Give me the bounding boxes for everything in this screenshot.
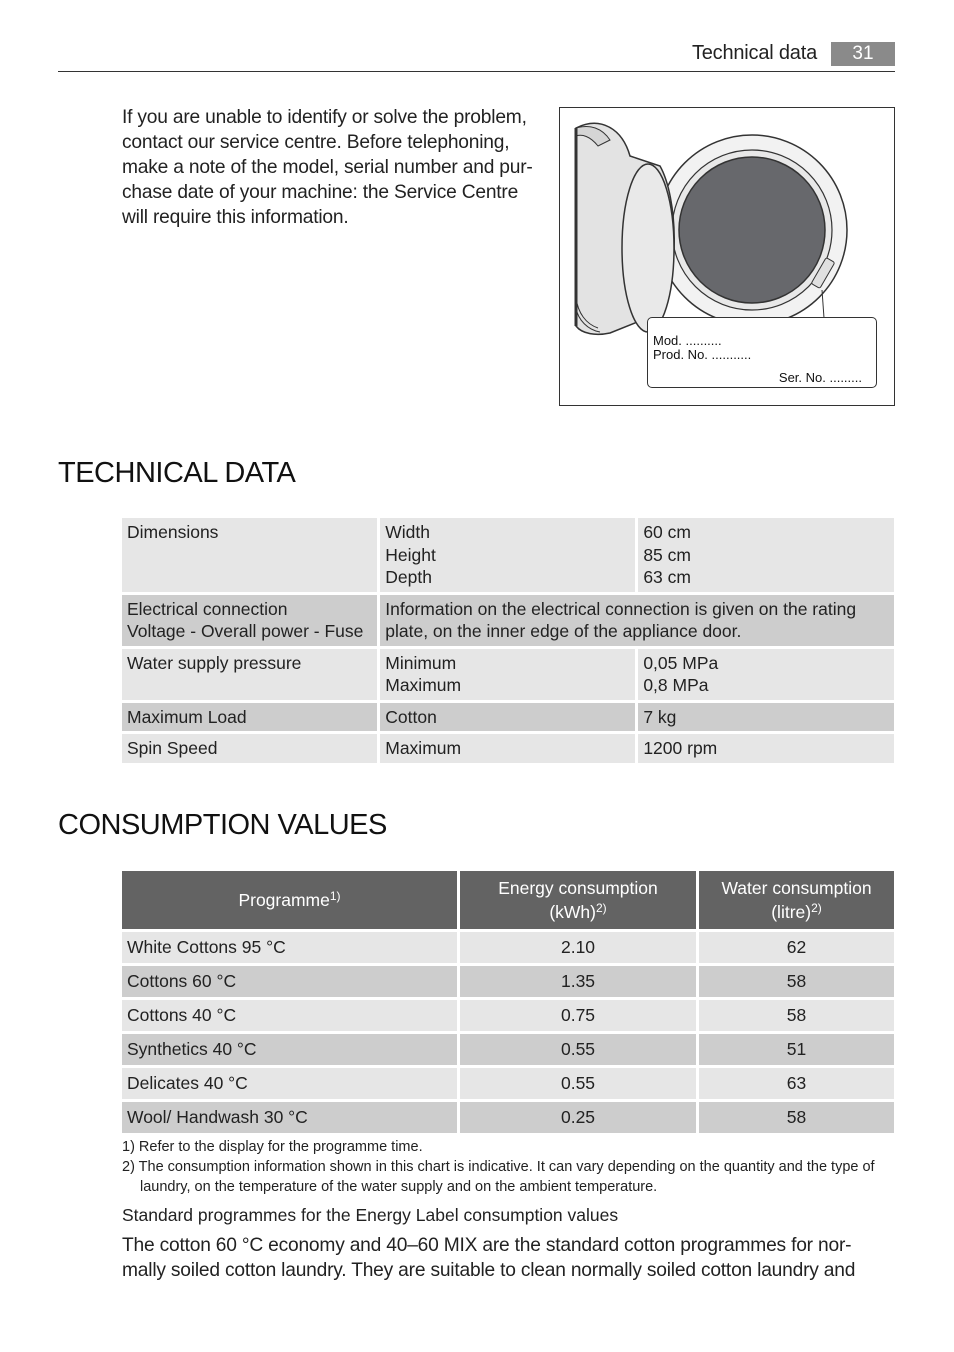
- value-maximum: 0,8 MPa: [643, 675, 709, 695]
- value-minimum: 0,05 MPa: [643, 652, 719, 673]
- programme-cell: Cottons 60 °C: [122, 966, 457, 997]
- programme-cell: Delicates 40 °C: [122, 1068, 457, 1099]
- key-width: Width: [385, 522, 430, 542]
- value-width: 60 cm: [643, 522, 691, 542]
- row-label: Maximum Load: [122, 703, 377, 732]
- key-height: Height: [385, 544, 436, 565]
- info-line: Information on the electrical connection is given on the rating: [385, 598, 857, 619]
- table-row: [122, 1102, 894, 1133]
- value-height: 85 cm: [643, 544, 691, 565]
- plate-product-number: Prod. No. ...........: [653, 347, 752, 362]
- consumption-table: [119, 868, 897, 1136]
- paragraph-line: mally soiled cotton laundry. They are suitable to clean normally soiled cotton laundry and: [122, 1260, 856, 1281]
- row-label: [122, 595, 377, 646]
- table-row: [122, 1068, 894, 1099]
- row-label: Dimensions: [122, 518, 377, 592]
- table-row: [122, 649, 894, 700]
- intro-line: chase date of your machine: the Service Centre: [122, 182, 519, 203]
- row-keys: [380, 518, 635, 592]
- water-cell: 62: [699, 932, 894, 963]
- body-paragraph: [122, 1233, 882, 1283]
- footnote: 2) The consumption information shown in this chart is indicative. It can vary depending on the quantity and the type of laundry, on the temperature of the water supply and on the ambient temperature.: [122, 1159, 875, 1195]
- label-line: Voltage - Overall power - Fuse: [127, 621, 364, 641]
- programme-cell: Synthetics 40 °C: [122, 1034, 457, 1065]
- plate-model: Mod. ..........: [653, 333, 722, 348]
- table-header-row: [122, 871, 894, 929]
- energy-cell: 0.55: [460, 1068, 696, 1099]
- row-values: [638, 649, 894, 700]
- energy-cell: 0.75: [460, 1000, 696, 1031]
- row-info: [380, 595, 894, 646]
- table-row: [122, 595, 894, 646]
- table-row: [122, 932, 894, 963]
- energy-cell: 2.10: [460, 932, 696, 963]
- technical-data-table: [119, 515, 897, 766]
- rating-plate-illustration: [559, 107, 895, 406]
- row-value: 7 kg: [638, 703, 894, 732]
- plate-serial-number: Ser. No. .........: [778, 370, 862, 385]
- consumption-values-heading: CONSUMPTION VALUES: [58, 809, 387, 841]
- footnotes: [122, 1137, 882, 1197]
- standard-programmes-title: Standard programmes for the Energy Label consumption values: [122, 1205, 619, 1225]
- programme-cell: Wool/ Handwash 30 °C: [122, 1102, 457, 1133]
- page-header: [58, 40, 895, 72]
- rating-plate: [647, 317, 877, 388]
- row-key: Maximum: [380, 734, 635, 763]
- table-row: [122, 734, 894, 763]
- label-line: Electrical connection: [127, 598, 288, 619]
- info-line: plate, on the inner edge of the appliance door.: [385, 621, 742, 641]
- header-title: Technical data: [691, 42, 817, 64]
- header-energy: Energy consumption (kWh)$^{2)}$: [460, 871, 696, 929]
- table-row: [122, 966, 894, 997]
- table-row: [122, 518, 894, 592]
- energy-cell: 1.35: [460, 966, 696, 997]
- value-depth: 63 cm: [643, 567, 691, 587]
- programme-cell: Cottons 40 °C: [122, 1000, 457, 1031]
- header-programme: Programme$^{1)}$: [122, 871, 457, 929]
- water-cell: 58: [699, 1102, 894, 1133]
- row-label: Spin Speed: [122, 734, 377, 763]
- water-cell: 63: [699, 1068, 894, 1099]
- intro-line: make a note of the model, serial number and pur-: [122, 157, 533, 178]
- water-cell: 58: [699, 966, 894, 997]
- water-cell: 51: [699, 1034, 894, 1065]
- table-row: [122, 1034, 894, 1065]
- table-row: [122, 703, 894, 732]
- row-values: [638, 518, 894, 592]
- key-minimum: Minimum: [385, 652, 457, 673]
- row-value: 1200 rpm: [638, 734, 894, 763]
- energy-cell: 0.25: [460, 1102, 696, 1133]
- intro-paragraph: [122, 105, 552, 230]
- header-water: Water consumption (litre)$^{2)}$: [699, 871, 894, 929]
- row-keys: [380, 649, 635, 700]
- row-key: Cotton: [380, 703, 635, 732]
- row-label: Water supply pressure: [122, 649, 377, 700]
- water-cell: 58: [699, 1000, 894, 1031]
- footnote: 1) Refer to the display for the programme time.: [122, 1139, 423, 1155]
- key-depth: Depth: [385, 567, 432, 587]
- technical-data-heading: TECHNICAL DATA: [58, 457, 296, 489]
- page-number: 31: [831, 42, 895, 66]
- intro-line: If you are unable to identify or solve the problem,: [122, 107, 527, 128]
- intro-line: will require this information.: [122, 207, 349, 228]
- paragraph-line: The cotton 60 °C economy and 40–60 MIX are the standard cotton programmes for nor-: [122, 1235, 852, 1256]
- energy-cell: 0.55: [460, 1034, 696, 1065]
- intro-line: contact our service centre. Before telephoning,: [122, 132, 510, 153]
- programme-cell: White Cottons 95 °C: [122, 932, 457, 963]
- table-row: [122, 1000, 894, 1031]
- key-maximum: Maximum: [385, 675, 462, 695]
